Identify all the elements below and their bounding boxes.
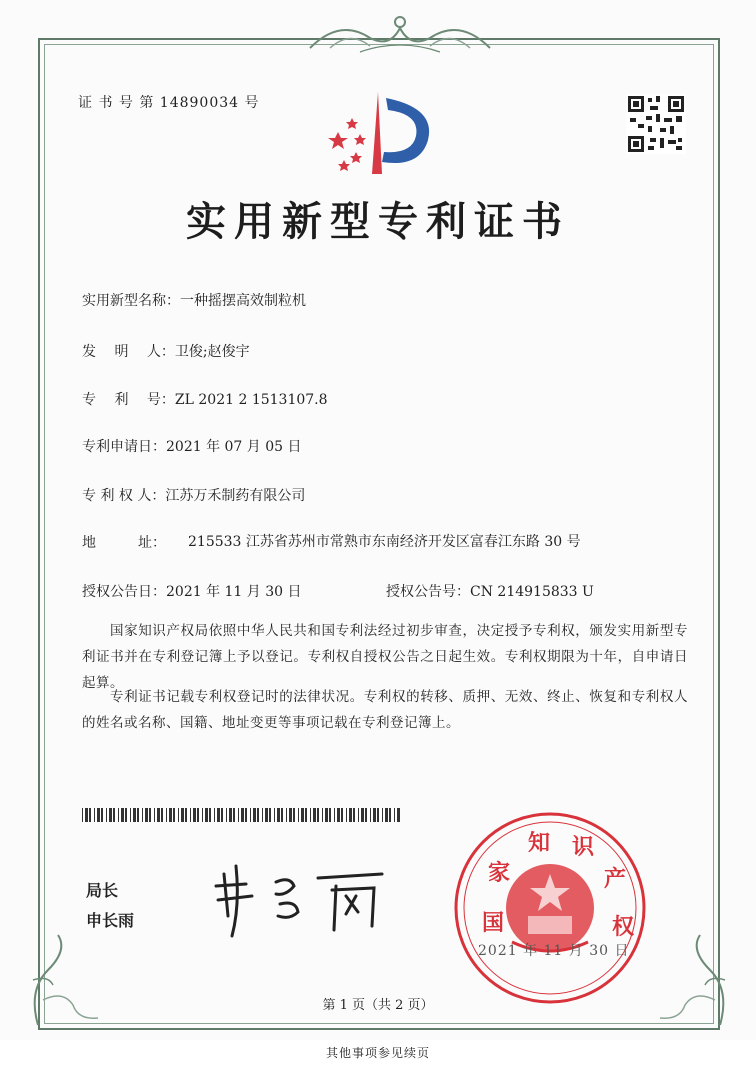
svg-text:识: 识 [572, 835, 595, 860]
patent-number-row [82, 389, 328, 409]
certificate-number: 证 书 号 第 14890034 号 [78, 95, 260, 111]
svg-text:国: 国 [482, 911, 505, 936]
top-ornament-icon [300, 8, 500, 58]
utility-model-name-row [82, 290, 306, 310]
address-label-row [82, 532, 166, 552]
qr-code-icon [626, 94, 686, 154]
bottom-right-ornament-icon [650, 930, 740, 1030]
filing-date-label: 专利申请日： [82, 439, 166, 455]
svg-text:家: 家 [488, 861, 511, 886]
utility-model-name-value: 一种摇摆高效制粒机 [180, 293, 306, 309]
inventor-row [82, 341, 250, 361]
patentee-row [82, 485, 305, 505]
seal-date: 2021 年 11 月 30 日 [478, 943, 630, 959]
statement-paragraph-2: 专利证书记载专利权登记时的法律状况。专利权的转移、质押、无效、终止、恢复和专利权人的姓名或名称、国籍、地址变更等事项记载在专利登记簿上。 [82, 689, 688, 731]
grant-number-label: 授权公告号： [386, 584, 470, 600]
address-label: 地 址： [82, 535, 166, 551]
director-signature-icon [206, 856, 396, 940]
patent-office-logo-icon [316, 88, 440, 180]
patentee-label: 专 利 权 人： [82, 488, 166, 504]
grant-number-value: CN 214915833 U [470, 584, 594, 600]
director-name: 申长雨 [86, 911, 135, 930]
filing-date-value: 2021 年 07 月 05 日 [166, 439, 302, 455]
patent-number-label: 专 利 号： [82, 392, 175, 408]
statement-paragraph-1: 国家知识产权局依照中华人民共和国专利法经过初步审查，决定授予专利权，颁发实用新型专利证书并在专利登记簿上予以登记。专利权自授权公告之日起生效。专利权期限为十年，自申请日起算。 [82, 623, 688, 691]
certificate-title: 实用新型专利证书 [186, 198, 570, 245]
bottom-left-ornament-icon [18, 930, 108, 1030]
inventor-value: 卫俊;赵俊宇 [174, 344, 250, 360]
official-seal-icon [452, 810, 648, 1006]
svg-text:知: 知 [528, 831, 551, 856]
grant-number-row [386, 581, 594, 601]
svg-text:产: 产 [604, 867, 627, 892]
patent-number-value: ZL 2021 2 1513107.8 [174, 392, 328, 408]
grant-date-value: 2021 年 11 月 30 日 [166, 584, 302, 600]
director-title: 局长 [86, 881, 119, 900]
barcode-icon [82, 808, 400, 822]
address-value: 215533 江苏省苏州市常熟市东南经济开发区富春江东路 30 号 [188, 534, 581, 550]
grant-date-row [82, 581, 302, 601]
inventor-label: 发 明 人： [82, 344, 175, 360]
page-number: 第 1 页（共 2 页） [322, 998, 434, 1013]
grant-date-label: 授权公告日： [82, 584, 166, 600]
svg-text:权: 权 [612, 915, 635, 940]
footer-note: 其他事项参见续页 [325, 1046, 430, 1060]
filing-date-row [82, 436, 302, 456]
utility-model-name-label: 实用新型名称： [82, 293, 180, 309]
patentee-value: 江苏万禾制药有限公司 [165, 488, 306, 504]
